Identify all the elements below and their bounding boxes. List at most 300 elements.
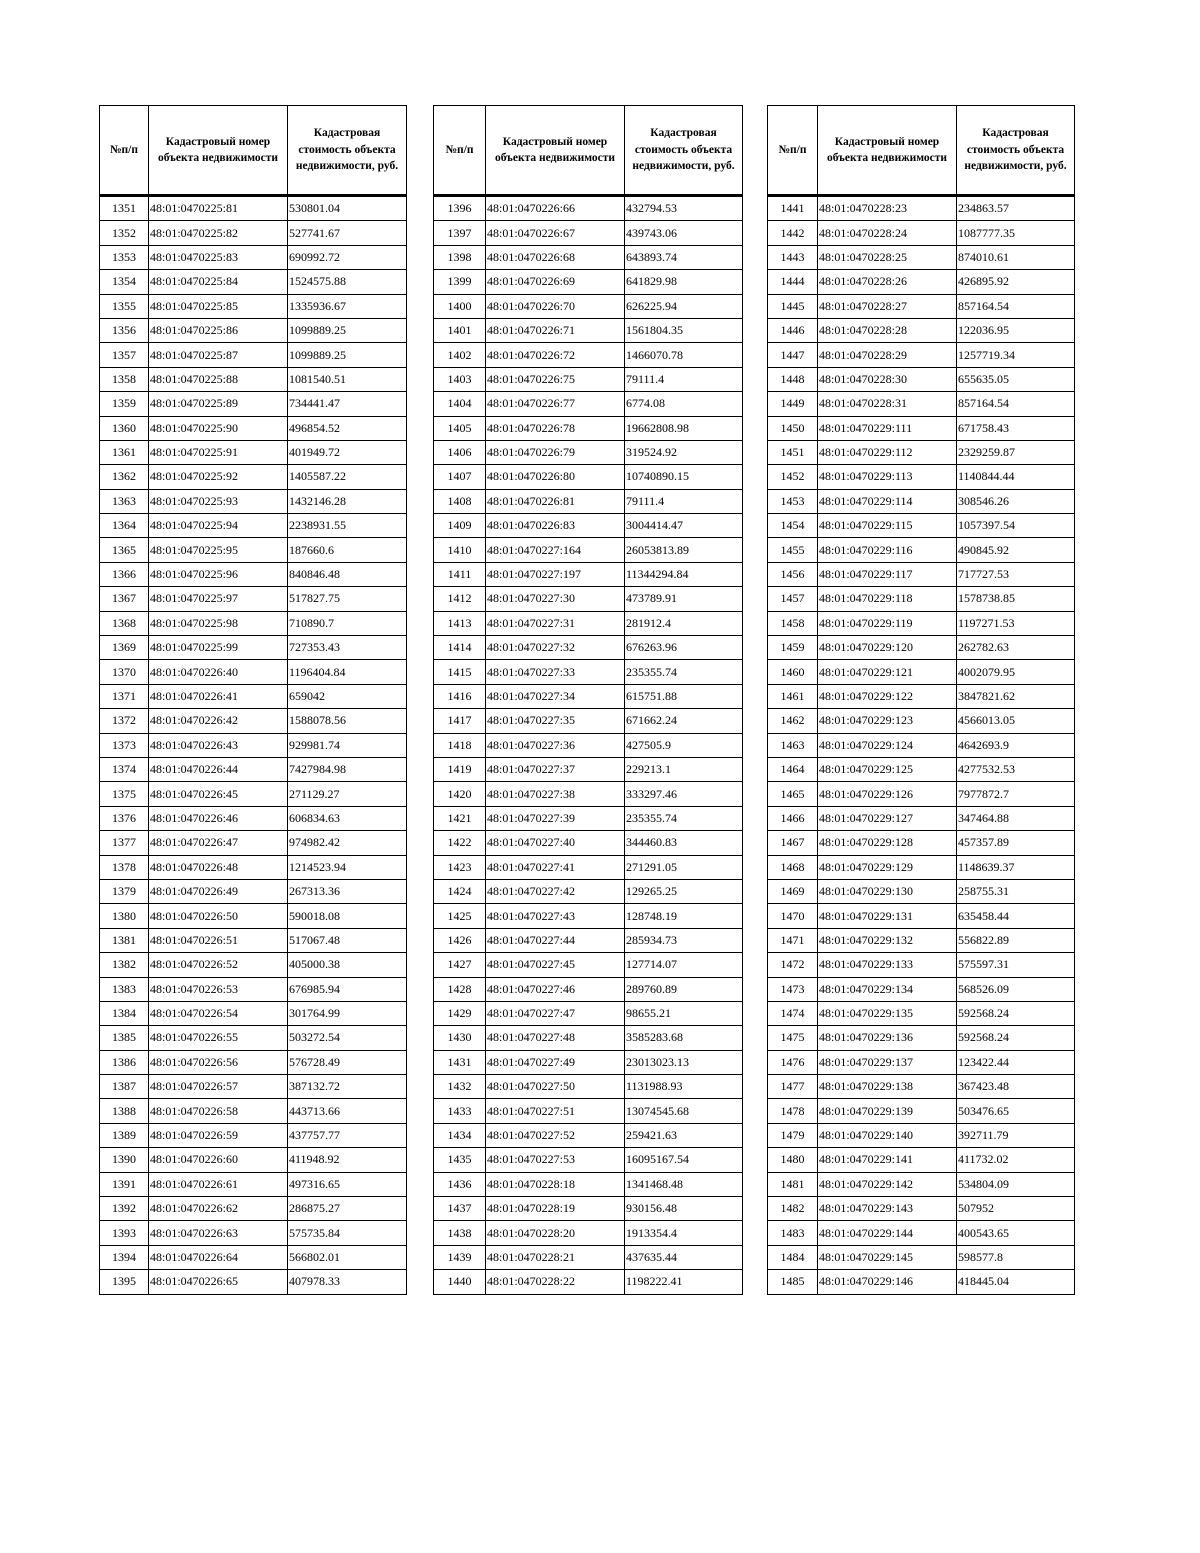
cell-cadastral-value: 874010.61: [957, 245, 1075, 269]
cell-cadastral-number: 48:01:0470229:123: [818, 709, 957, 733]
cell-cadastral-number: 48:01:0470226:52: [149, 953, 288, 977]
table-row: [768, 977, 1075, 1001]
cell-cadastral-value: 405000.38: [288, 953, 407, 977]
table-row: [768, 489, 1075, 513]
cell-cadastral-value: 259421.63: [625, 1123, 743, 1147]
cell-cadastral-value: 671758.43: [957, 416, 1075, 440]
cell-cadastral-number: 48:01:0470229:142: [818, 1172, 957, 1196]
cell-cadastral-number: 48:01:0470227:39: [486, 806, 625, 830]
cell-cadastral-value: 229213.1: [625, 757, 743, 781]
table-row: [100, 1075, 407, 1099]
cell-cadastral-value: 271291.05: [625, 855, 743, 879]
cell-cadastral-value: 400543.65: [957, 1221, 1075, 1245]
header-value: Кадастровая стоимость объекта недвижимости, руб.: [957, 106, 1075, 196]
table-row: [768, 611, 1075, 635]
cell-row-number: 1438: [434, 1221, 486, 1245]
table-row: [100, 953, 407, 977]
table-row: [100, 489, 407, 513]
cell-cadastral-value: 534804.09: [957, 1172, 1075, 1196]
table-row: [434, 1245, 743, 1269]
cell-cadastral-value: 710890.7: [288, 611, 407, 635]
cell-row-number: 1455: [768, 538, 818, 562]
cell-cadastral-value: 566802.01: [288, 1245, 407, 1269]
cell-row-number: 1481: [768, 1172, 818, 1196]
table-row: [100, 514, 407, 538]
table-body: [434, 196, 743, 1295]
cell-cadastral-value: 234863.57: [957, 196, 1075, 221]
table-row: [434, 1221, 743, 1245]
cell-cadastral-value: 575735.84: [288, 1221, 407, 1245]
table-row: [100, 562, 407, 586]
cell-row-number: 1368: [100, 611, 149, 635]
cell-cadastral-number: 48:01:0470225:82: [149, 221, 288, 245]
table-row: [768, 904, 1075, 928]
table-row: [100, 977, 407, 1001]
cell-cadastral-value: 690992.72: [288, 245, 407, 269]
cell-row-number: 1416: [434, 684, 486, 708]
cell-cadastral-value: 1341468.48: [625, 1172, 743, 1196]
cell-cadastral-value: 457357.89: [957, 831, 1075, 855]
cell-cadastral-number: 48:01:0470226:46: [149, 806, 288, 830]
table-row: [100, 245, 407, 269]
cell-cadastral-value: 929981.74: [288, 733, 407, 757]
table-row: [434, 1050, 743, 1074]
cell-cadastral-value: 267313.36: [288, 879, 407, 903]
cell-cadastral-value: 19662808.98: [625, 416, 743, 440]
cell-cadastral-value: 1140844.44: [957, 465, 1075, 489]
cell-cadastral-number: 48:01:0470229:126: [818, 782, 957, 806]
cell-cadastral-number: 48:01:0470227:41: [486, 855, 625, 879]
table-row: [434, 782, 743, 806]
cell-row-number: 1442: [768, 221, 818, 245]
cell-cadastral-value: 1432146.28: [288, 489, 407, 513]
cell-cadastral-number: 48:01:0470229:122: [818, 684, 957, 708]
cell-cadastral-value: 643893.74: [625, 245, 743, 269]
cell-cadastral-number: 48:01:0470226:67: [486, 221, 625, 245]
cell-cadastral-number: 48:01:0470227:50: [486, 1075, 625, 1099]
cell-row-number: 1363: [100, 489, 149, 513]
cell-cadastral-number: 48:01:0470229:136: [818, 1026, 957, 1050]
cell-cadastral-number: 48:01:0470226:69: [486, 270, 625, 294]
cell-cadastral-number: 48:01:0470227:52: [486, 1123, 625, 1147]
cell-cadastral-value: 3847821.62: [957, 684, 1075, 708]
table-row: [768, 1197, 1075, 1221]
cell-row-number: 1409: [434, 514, 486, 538]
cell-cadastral-value: 418445.04: [957, 1270, 1075, 1294]
table-row: [434, 709, 743, 733]
cell-row-number: 1430: [434, 1026, 486, 1050]
cell-row-number: 1452: [768, 465, 818, 489]
cell-cadastral-number: 48:01:0470226:61: [149, 1172, 288, 1196]
cell-cadastral-number: 48:01:0470229:121: [818, 660, 957, 684]
table-row: [768, 1001, 1075, 1025]
table-row: [768, 294, 1075, 318]
cell-row-number: 1411: [434, 562, 486, 586]
cell-cadastral-value: 347464.88: [957, 806, 1075, 830]
table-row: [434, 660, 743, 684]
cell-cadastral-value: 857164.54: [957, 294, 1075, 318]
table-row: [768, 757, 1075, 781]
header-cadastral: Кадастровый номер объекта недвижимости: [818, 106, 957, 196]
cell-cadastral-value: 1466070.78: [625, 343, 743, 367]
table-row: [434, 1123, 743, 1147]
cell-row-number: 1397: [434, 221, 486, 245]
cell-cadastral-value: 387132.72: [288, 1075, 407, 1099]
cell-row-number: 1393: [100, 1221, 149, 1245]
table-row: [768, 367, 1075, 391]
table-row: [434, 367, 743, 391]
cell-cadastral-value: 392711.79: [957, 1123, 1075, 1147]
table-row: [100, 392, 407, 416]
cell-row-number: 1412: [434, 587, 486, 611]
cell-row-number: 1356: [100, 318, 149, 342]
cell-cadastral-value: 1057397.54: [957, 514, 1075, 538]
cell-row-number: 1465: [768, 782, 818, 806]
cadastral-table-3: [767, 105, 1075, 1295]
cell-cadastral-number: 48:01:0470226:40: [149, 660, 288, 684]
cell-row-number: 1386: [100, 1050, 149, 1074]
cell-row-number: 1372: [100, 709, 149, 733]
table-row: [434, 806, 743, 830]
cell-cadastral-value: 497316.65: [288, 1172, 407, 1196]
cell-cadastral-value: 4002079.95: [957, 660, 1075, 684]
table-row: [100, 806, 407, 830]
table-row: [434, 879, 743, 903]
cell-cadastral-number: 48:01:0470225:96: [149, 562, 288, 586]
cell-row-number: 1434: [434, 1123, 486, 1147]
cell-cadastral-number: 48:01:0470226:75: [486, 367, 625, 391]
cell-cadastral-number: 48:01:0470227:164: [486, 538, 625, 562]
cell-row-number: 1369: [100, 636, 149, 660]
cell-row-number: 1359: [100, 392, 149, 416]
cell-cadastral-value: 129265.25: [625, 879, 743, 903]
table-row: [100, 879, 407, 903]
table-header: [768, 106, 1075, 196]
table-row: [434, 538, 743, 562]
cell-cadastral-value: 1196404.84: [288, 660, 407, 684]
cell-cadastral-number: 48:01:0470228:25: [818, 245, 957, 269]
cell-row-number: 1431: [434, 1050, 486, 1074]
cell-cadastral-number: 48:01:0470229:114: [818, 489, 957, 513]
cell-cadastral-number: 48:01:0470226:68: [486, 245, 625, 269]
cell-cadastral-value: 1578738.85: [957, 587, 1075, 611]
cell-cadastral-number: 48:01:0470229:139: [818, 1099, 957, 1123]
cell-cadastral-value: 734441.47: [288, 392, 407, 416]
cell-row-number: 1382: [100, 953, 149, 977]
table-row: [768, 343, 1075, 367]
table-row: [434, 928, 743, 952]
cell-row-number: 1454: [768, 514, 818, 538]
cell-cadastral-value: 411732.02: [957, 1148, 1075, 1172]
cell-cadastral-number: 48:01:0470227:53: [486, 1148, 625, 1172]
cell-row-number: 1362: [100, 465, 149, 489]
cell-cadastral-number: 48:01:0470227:43: [486, 904, 625, 928]
cell-row-number: 1353: [100, 245, 149, 269]
cell-cadastral-value: 930156.48: [625, 1197, 743, 1221]
table-row: [768, 221, 1075, 245]
cell-row-number: 1390: [100, 1148, 149, 1172]
cell-cadastral-value: 641829.98: [625, 270, 743, 294]
cell-row-number: 1453: [768, 489, 818, 513]
cell-cadastral-value: 187660.6: [288, 538, 407, 562]
cell-cadastral-number: 48:01:0470227:45: [486, 953, 625, 977]
cell-row-number: 1394: [100, 1245, 149, 1269]
header-value: Кадастровая стоимость объекта недвижимости, руб.: [288, 106, 407, 196]
table-row: [100, 221, 407, 245]
cell-cadastral-value: 333297.46: [625, 782, 743, 806]
cell-row-number: 1423: [434, 855, 486, 879]
cell-row-number: 1429: [434, 1001, 486, 1025]
table-row: [768, 318, 1075, 342]
cell-cadastral-value: 262782.63: [957, 636, 1075, 660]
cell-cadastral-value: 576728.49: [288, 1050, 407, 1074]
cell-cadastral-number: 48:01:0470229:128: [818, 831, 957, 855]
cell-row-number: 1360: [100, 416, 149, 440]
cell-row-number: 1477: [768, 1075, 818, 1099]
cell-row-number: 1435: [434, 1148, 486, 1172]
cell-cadastral-value: 503272.54: [288, 1026, 407, 1050]
table-row: [100, 782, 407, 806]
cell-cadastral-number: 48:01:0470229:112: [818, 440, 957, 464]
cell-cadastral-number: 48:01:0470225:98: [149, 611, 288, 635]
cell-cadastral-number: 48:01:0470228:30: [818, 367, 957, 391]
cell-row-number: 1459: [768, 636, 818, 660]
table-row: [434, 733, 743, 757]
cell-cadastral-number: 48:01:0470225:99: [149, 636, 288, 660]
cell-cadastral-value: 1087777.35: [957, 221, 1075, 245]
table-row: [434, 1001, 743, 1025]
cell-cadastral-value: 503476.65: [957, 1099, 1075, 1123]
cell-cadastral-value: 16095167.54: [625, 1148, 743, 1172]
cell-cadastral-number: 48:01:0470226:48: [149, 855, 288, 879]
table-row: [100, 587, 407, 611]
cell-cadastral-number: 48:01:0470229:133: [818, 953, 957, 977]
cell-row-number: 1387: [100, 1075, 149, 1099]
table-row: [434, 611, 743, 635]
cell-row-number: 1463: [768, 733, 818, 757]
cell-row-number: 1370: [100, 660, 149, 684]
cell-cadastral-number: 48:01:0470229:115: [818, 514, 957, 538]
cell-row-number: 1485: [768, 1270, 818, 1294]
cell-cadastral-number: 48:01:0470226:81: [486, 489, 625, 513]
cell-cadastral-number: 48:01:0470226:63: [149, 1221, 288, 1245]
cell-cadastral-value: 635458.44: [957, 904, 1075, 928]
cell-row-number: 1441: [768, 196, 818, 221]
cell-row-number: 1400: [434, 294, 486, 318]
cell-cadastral-number: 48:01:0470229:124: [818, 733, 957, 757]
cell-cadastral-number: 48:01:0470225:93: [149, 489, 288, 513]
table-row: [100, 904, 407, 928]
cell-row-number: 1450: [768, 416, 818, 440]
cell-row-number: 1381: [100, 928, 149, 952]
cell-cadastral-value: 717727.53: [957, 562, 1075, 586]
table-row: [100, 343, 407, 367]
cell-cadastral-value: 258755.31: [957, 879, 1075, 903]
cell-cadastral-number: 48:01:0470226:45: [149, 782, 288, 806]
cell-cadastral-value: 23013023.13: [625, 1050, 743, 1074]
cell-cadastral-number: 48:01:0470229:117: [818, 562, 957, 586]
table-row: [100, 440, 407, 464]
cell-row-number: 1378: [100, 855, 149, 879]
cell-row-number: 1399: [434, 270, 486, 294]
table-row: [768, 709, 1075, 733]
cell-cadastral-number: 48:01:0470228:21: [486, 1245, 625, 1269]
cell-row-number: 1422: [434, 831, 486, 855]
cell-cadastral-value: 407978.33: [288, 1270, 407, 1294]
cell-cadastral-value: 286875.27: [288, 1197, 407, 1221]
cell-cadastral-value: 676263.96: [625, 636, 743, 660]
table-row: [768, 416, 1075, 440]
cell-cadastral-number: 48:01:0470226:72: [486, 343, 625, 367]
table-row: [434, 977, 743, 1001]
cell-cadastral-number: 48:01:0470226:44: [149, 757, 288, 781]
cell-cadastral-value: 592568.24: [957, 1001, 1075, 1025]
cell-cadastral-value: 1405587.22: [288, 465, 407, 489]
cell-row-number: 1384: [100, 1001, 149, 1025]
cell-cadastral-number: 48:01:0470226:83: [486, 514, 625, 538]
cell-row-number: 1480: [768, 1148, 818, 1172]
table-row: [434, 1026, 743, 1050]
cell-row-number: 1367: [100, 587, 149, 611]
cell-cadastral-number: 48:01:0470227:47: [486, 1001, 625, 1025]
cell-cadastral-value: 443713.66: [288, 1099, 407, 1123]
cell-cadastral-value: 527741.67: [288, 221, 407, 245]
table-row: [434, 489, 743, 513]
cell-cadastral-value: 1198222.41: [625, 1270, 743, 1294]
cell-cadastral-number: 48:01:0470229:141: [818, 1148, 957, 1172]
cell-row-number: 1406: [434, 440, 486, 464]
cell-row-number: 1472: [768, 953, 818, 977]
cell-row-number: 1425: [434, 904, 486, 928]
cell-cadastral-number: 48:01:0470225:88: [149, 367, 288, 391]
table-row: [100, 318, 407, 342]
cell-row-number: 1379: [100, 879, 149, 903]
cell-row-number: 1408: [434, 489, 486, 513]
cell-row-number: 1401: [434, 318, 486, 342]
cell-cadastral-number: 48:01:0470226:59: [149, 1123, 288, 1147]
cell-row-number: 1469: [768, 879, 818, 903]
cell-cadastral-value: 123422.44: [957, 1050, 1075, 1074]
cell-cadastral-number: 48:01:0470226:43: [149, 733, 288, 757]
table-row: [768, 636, 1075, 660]
table-row: [100, 1270, 407, 1294]
cell-cadastral-value: 857164.54: [957, 392, 1075, 416]
cell-cadastral-number: 48:01:0470226:50: [149, 904, 288, 928]
table-row: [434, 221, 743, 245]
cell-cadastral-value: 496854.52: [288, 416, 407, 440]
cell-cadastral-number: 48:01:0470226:41: [149, 684, 288, 708]
cell-cadastral-number: 48:01:0470225:83: [149, 245, 288, 269]
cell-cadastral-number: 48:01:0470226:60: [149, 1148, 288, 1172]
cell-cadastral-value: 344460.83: [625, 831, 743, 855]
cell-row-number: 1421: [434, 806, 486, 830]
table-row: [434, 904, 743, 928]
cell-cadastral-number: 48:01:0470227:48: [486, 1026, 625, 1050]
cell-cadastral-value: 473789.91: [625, 587, 743, 611]
table-row: [100, 1197, 407, 1221]
cell-row-number: 1351: [100, 196, 149, 221]
table-row: [100, 660, 407, 684]
cell-cadastral-number: 48:01:0470225:89: [149, 392, 288, 416]
cell-cadastral-value: 1099889.25: [288, 318, 407, 342]
cell-row-number: 1440: [434, 1270, 486, 1294]
cell-cadastral-value: 840846.48: [288, 562, 407, 586]
table-row: [100, 270, 407, 294]
table-row: [434, 684, 743, 708]
cell-cadastral-value: 437757.77: [288, 1123, 407, 1147]
cell-cadastral-number: 48:01:0470228:18: [486, 1172, 625, 1196]
cell-row-number: 1388: [100, 1099, 149, 1123]
table-row: [434, 514, 743, 538]
cell-row-number: 1404: [434, 392, 486, 416]
cell-row-number: 1391: [100, 1172, 149, 1196]
cell-cadastral-value: 6774.08: [625, 392, 743, 416]
cell-row-number: 1475: [768, 1026, 818, 1050]
table-row: [768, 1172, 1075, 1196]
cell-cadastral-number: 48:01:0470228:27: [818, 294, 957, 318]
cell-cadastral-number: 48:01:0470229:131: [818, 904, 957, 928]
cell-cadastral-value: 4277532.53: [957, 757, 1075, 781]
table-row: [434, 1172, 743, 1196]
cell-row-number: 1437: [434, 1197, 486, 1221]
cell-cadastral-number: 48:01:0470225:86: [149, 318, 288, 342]
cell-cadastral-number: 48:01:0470227:32: [486, 636, 625, 660]
cell-cadastral-value: 1197271.53: [957, 611, 1075, 635]
cell-row-number: 1467: [768, 831, 818, 855]
cell-row-number: 1464: [768, 757, 818, 781]
table-row: [768, 245, 1075, 269]
table-row: [434, 1075, 743, 1099]
cell-cadastral-value: 79111.4: [625, 367, 743, 391]
cell-row-number: 1484: [768, 1245, 818, 1269]
cell-cadastral-value: 598577.8: [957, 1245, 1075, 1269]
cell-cadastral-value: 26053813.89: [625, 538, 743, 562]
cell-row-number: 1361: [100, 440, 149, 464]
cell-cadastral-value: 7427984.98: [288, 757, 407, 781]
table-row: [768, 831, 1075, 855]
table-row: [434, 1148, 743, 1172]
cell-row-number: 1470: [768, 904, 818, 928]
cell-cadastral-number: 48:01:0470225:97: [149, 587, 288, 611]
cell-cadastral-value: 568526.09: [957, 977, 1075, 1001]
table-row: [768, 1245, 1075, 1269]
table-row: [768, 1050, 1075, 1074]
table-row: [768, 538, 1075, 562]
cell-row-number: 1383: [100, 977, 149, 1001]
cell-cadastral-value: 1588078.56: [288, 709, 407, 733]
table-row: [768, 1221, 1075, 1245]
cell-row-number: 1476: [768, 1050, 818, 1074]
cell-row-number: 1433: [434, 1099, 486, 1123]
cell-cadastral-number: 48:01:0470227:30: [486, 587, 625, 611]
cell-cadastral-number: 48:01:0470228:24: [818, 221, 957, 245]
cell-cadastral-value: 127714.07: [625, 953, 743, 977]
cell-cadastral-value: 3004414.47: [625, 514, 743, 538]
cell-row-number: 1380: [100, 904, 149, 928]
table-row: [434, 757, 743, 781]
table-row: [434, 245, 743, 269]
cell-cadastral-number: 48:01:0470227:31: [486, 611, 625, 635]
table-row: [768, 1148, 1075, 1172]
cell-row-number: 1403: [434, 367, 486, 391]
cell-cadastral-value: 128748.19: [625, 904, 743, 928]
cell-row-number: 1366: [100, 562, 149, 586]
cell-cadastral-number: 48:01:0470227:36: [486, 733, 625, 757]
table-row: [434, 392, 743, 416]
cell-row-number: 1445: [768, 294, 818, 318]
cell-cadastral-value: 1913354.4: [625, 1221, 743, 1245]
cell-cadastral-number: 48:01:0470228:28: [818, 318, 957, 342]
